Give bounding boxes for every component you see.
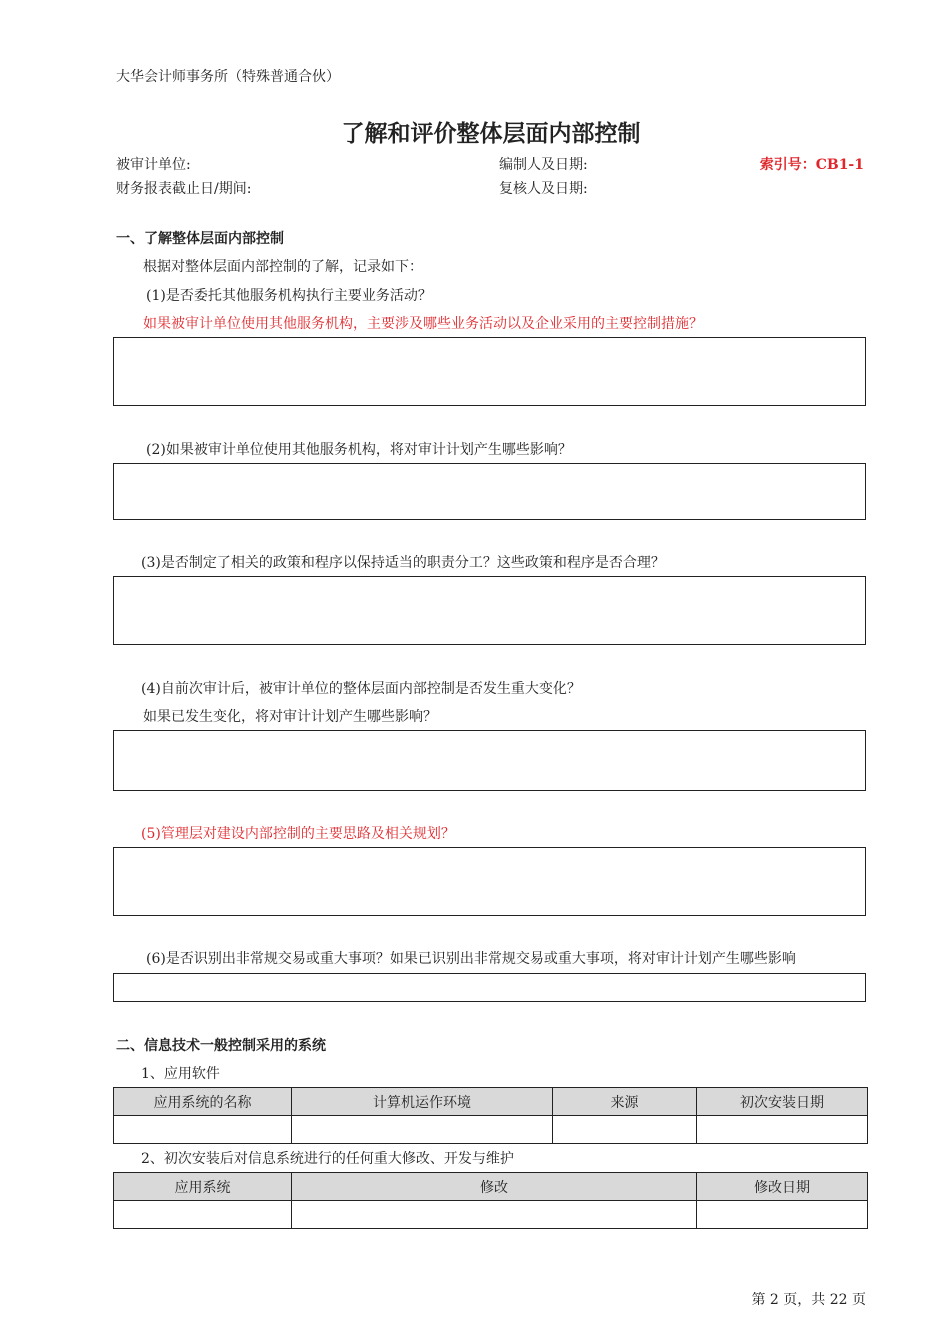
index-number: 索引号：CB1-1 (759, 157, 864, 173)
firm-name: 大华会计师事务所（特殊普通合伙） (116, 69, 340, 85)
col-header-install-date: 初次安装日期 (697, 1088, 868, 1116)
col-header-app-name: 应用系统的名称 (114, 1088, 292, 1116)
answer-box-2[interactable] (113, 463, 866, 520)
table-cell[interactable] (697, 1201, 868, 1229)
reviewer-label: 复核人及日期: (499, 181, 588, 197)
col-header-modify-date: 修改日期 (697, 1173, 868, 1201)
table-row (114, 1201, 868, 1229)
question-2: (2)如果被审计单位使用其他服务机构，将对审计计划产生哪些影响？ (146, 442, 572, 458)
question-4: (4)自前次审计后，被审计单位的整体层面内部控制是否发生重大变化？ (141, 681, 581, 697)
answer-box-4[interactable] (113, 730, 866, 791)
answer-box-6[interactable] (113, 973, 866, 1002)
table-cell[interactable] (553, 1116, 697, 1144)
col-header-environment: 计算机运作环境 (292, 1088, 553, 1116)
section1-intro: 根据对整体层面内部控制的了解，记录如下： (143, 259, 423, 275)
table-cell[interactable] (114, 1201, 292, 1229)
preparer-label: 编制人及日期: (499, 157, 588, 173)
question-1: (1)是否委托其他服务机构执行主要业务活动？ (146, 288, 432, 304)
section1-heading: 一、了解整体层面内部控制 (116, 231, 284, 247)
section2-sub2: 2、初次安装后对信息系统进行的任何重大修改、开发与维护 (141, 1151, 514, 1167)
answer-box-5[interactable] (113, 847, 866, 916)
table-cell[interactable] (292, 1201, 697, 1229)
col-header-source: 来源 (553, 1088, 697, 1116)
question-4-note: 如果已发生变化，将对审计计划产生哪些影响？ (143, 709, 437, 725)
period-label: 财务报表截止日/期间: (116, 181, 252, 197)
table-cell[interactable] (114, 1116, 292, 1144)
col-header-modification: 修改 (292, 1173, 697, 1201)
question-1-note: 如果被审计单位使用其他服务机构，主要涉及哪些业务活动以及企业采用的主要控制措施？ (143, 316, 703, 332)
table-header-row (114, 1173, 868, 1201)
question-6: (6)是否识别出非常规交易或重大事项？如果已识别出非常规交易或重大事项，将对审计计划产生哪些影响 (146, 951, 796, 967)
question-3: (3)是否制定了相关的政策和程序以保持适当的职责分工？这些政策和程序是否合理？ (141, 555, 665, 571)
section2-heading: 二、信息技术一般控制采用的系统 (116, 1038, 326, 1054)
table-header-row (114, 1088, 868, 1116)
page-footer: 第 2 页，共 22 页 (751, 1292, 866, 1308)
table-row (114, 1116, 868, 1144)
modification-table (113, 1172, 868, 1229)
section2-sub1: 1、应用软件 (141, 1066, 220, 1082)
software-table (113, 1087, 868, 1144)
answer-box-1[interactable] (113, 337, 866, 406)
table-cell[interactable] (292, 1116, 553, 1144)
audited-unit-label: 被审计单位: (116, 157, 191, 173)
table-cell[interactable] (697, 1116, 868, 1144)
question-5: (5)管理层对建设内部控制的主要思路及相关规划？ (141, 826, 455, 842)
col-header-app-system: 应用系统 (114, 1173, 292, 1201)
page-title: 了解和评价整体层面内部控制 (341, 120, 641, 147)
answer-box-3[interactable] (113, 576, 866, 645)
